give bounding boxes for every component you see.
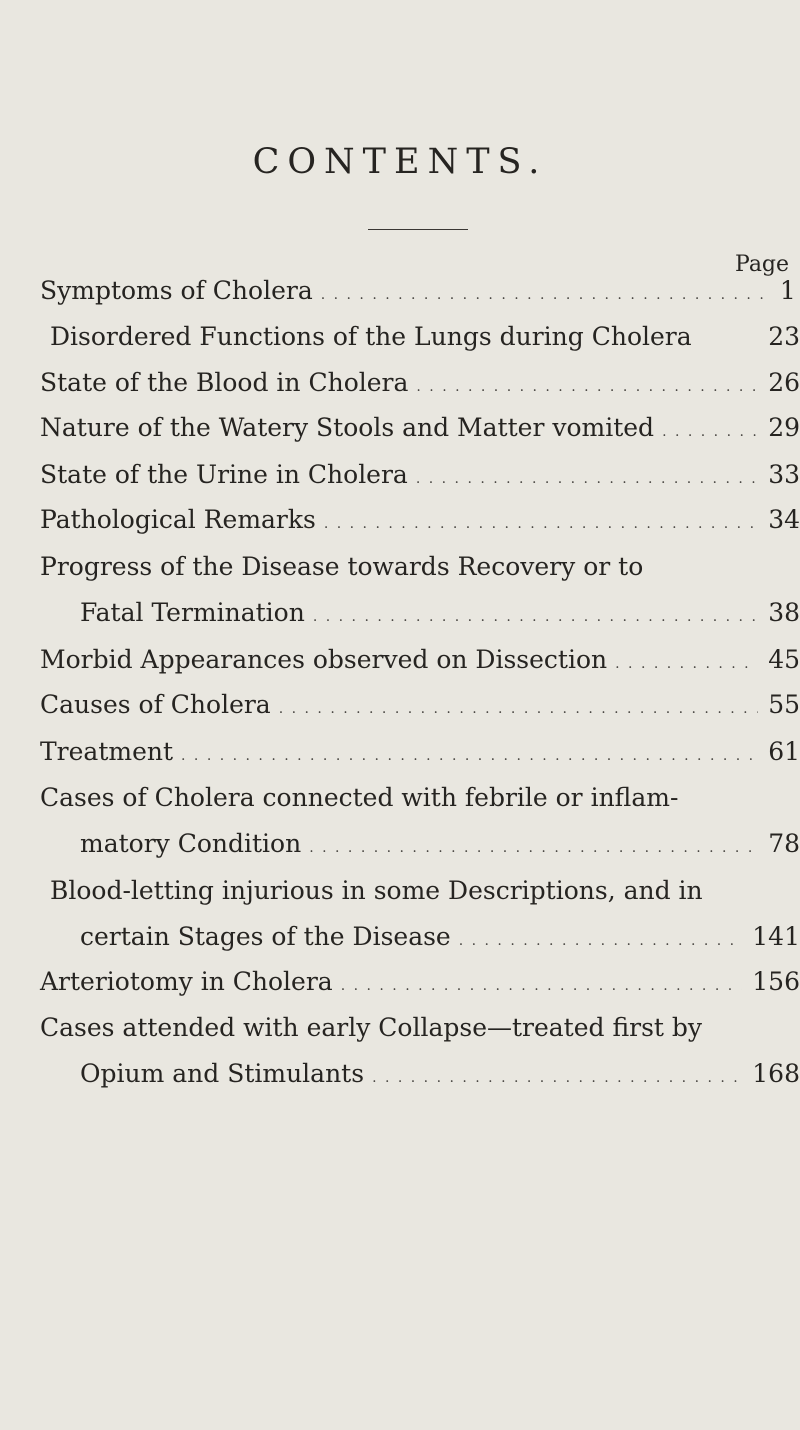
entry-title-line1: Progress of the Disease towards Recovery or to xyxy=(40,552,644,581)
entry-title: Nature of the Watery Stools and Matter vomited xyxy=(40,413,655,442)
toc-entry xyxy=(80,922,800,962)
toc-entry xyxy=(40,645,800,685)
dot-leader xyxy=(416,379,758,395)
entry-title: State of the Blood in Cholera xyxy=(40,368,409,397)
entry-title-line1: Cases attended with early Collapse—treated first by xyxy=(40,1013,703,1042)
dot-leader xyxy=(615,656,758,672)
dot-leader xyxy=(181,748,758,764)
toc-entry xyxy=(80,598,800,638)
entry-page: 141 xyxy=(752,922,800,951)
dot-leader xyxy=(324,516,758,532)
entry-title-line1: Blood-letting injurious in some Descriptions, and in xyxy=(50,876,703,905)
page-column-heading: Page xyxy=(735,252,790,277)
entry-title: Pathological Remarks xyxy=(40,505,316,534)
entry-title: Treatment xyxy=(40,737,174,766)
entry-page: 168 xyxy=(752,1059,800,1088)
entry-title: Causes of Cholera xyxy=(40,690,271,719)
entry-page: 45 xyxy=(768,645,800,674)
dot-leader xyxy=(279,701,758,717)
entry-title: certain Stages of the Disease xyxy=(80,922,451,951)
dot-leader xyxy=(372,1070,742,1086)
toc-entry xyxy=(40,505,800,545)
entry-page: 26 xyxy=(768,368,800,397)
toc-entry xyxy=(40,276,800,316)
toc-entry xyxy=(80,1059,800,1099)
dot-leader xyxy=(341,978,743,994)
entry-page: 34 xyxy=(768,505,800,534)
entry-page: 61 xyxy=(768,737,800,766)
entry-page: 33 xyxy=(768,460,800,489)
entry-title: matory Condition xyxy=(80,829,302,858)
dot-leader xyxy=(459,933,743,949)
entry-title: Fatal Termination xyxy=(80,598,305,627)
entry-title: State of the Urine in Cholera xyxy=(40,460,408,489)
toc-entry xyxy=(40,460,800,500)
dot-leader xyxy=(313,609,758,625)
dot-leader xyxy=(662,424,758,440)
entry-page: 55 xyxy=(768,690,800,719)
entry-page: 156 xyxy=(752,967,800,996)
entry-title: Symptoms of Cholera xyxy=(40,276,313,305)
dot-leader xyxy=(309,840,758,856)
title-rule xyxy=(368,229,468,230)
toc-entry xyxy=(40,967,800,1007)
entry-title: Morbid Appearances observed on Dissection xyxy=(40,645,608,674)
dot-leader xyxy=(416,471,758,487)
entry-page: 38 xyxy=(768,598,800,627)
toc-entry xyxy=(80,829,800,869)
entry-page: 1 xyxy=(779,276,796,305)
entry-title: Arteriotomy in Cholera xyxy=(40,967,333,996)
toc-entry xyxy=(40,690,800,730)
entry-title: Opium and Stimulants xyxy=(80,1059,365,1088)
toc-entry xyxy=(40,368,800,408)
toc-entry xyxy=(50,322,800,362)
dot-leader xyxy=(321,287,770,303)
entry-title: Disordered Functions of the Lungs during Cholera xyxy=(50,322,692,351)
toc-entry xyxy=(40,737,800,777)
entry-page: 23 xyxy=(768,322,800,351)
entry-page: 78 xyxy=(768,829,800,858)
entry-page: 29 xyxy=(768,413,800,442)
page-title: CONTENTS. xyxy=(252,142,548,182)
entry-title-line1: Cases of Cholera connected with febrile or inflam- xyxy=(40,783,679,812)
toc-entry xyxy=(40,413,800,453)
